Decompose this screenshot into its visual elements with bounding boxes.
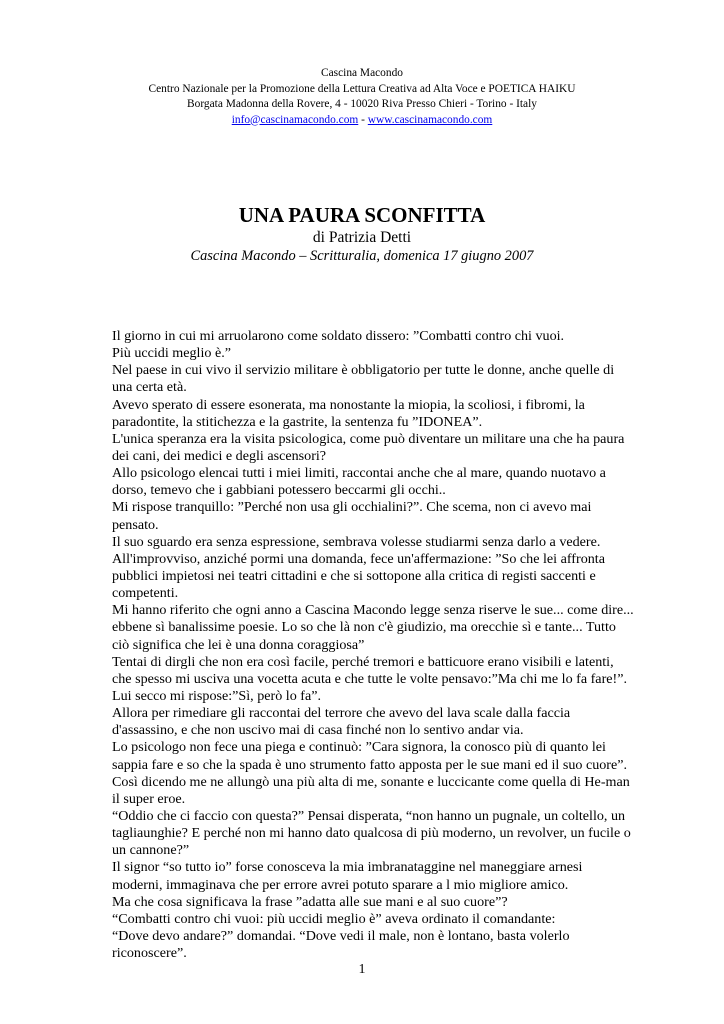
org-name: Cascina Macondo [321, 67, 403, 79]
body-line: tagliaunghie? E perché non mi hanno dato qualcosa di più moderno, un revolver, un fucile o [112, 825, 631, 842]
body-line: Il suo sguardo era senza espressione, sembrava volesse studiarmi senza darlo a vedere. [112, 533, 601, 550]
body-line: dei cani, dei medici e degli ascensori? [112, 447, 327, 464]
contact-line [0, 113, 724, 129]
org-subtitle: Centro Nazionale per la Promozione della Lettura Creativa ad Alta Voce e POETICA HAIKU [148, 82, 576, 95]
body-line: “Dove devo andare?” domandai. “Dove vedi il male, non è lontano, basta volerlo [112, 927, 570, 944]
body-line: che spesso mi usciva una vocetta acuta e che tutte le volte pensavo:”Ma chi me lo fa fare!”. [112, 670, 627, 687]
body-line: moderni, immaginava che per errore avrei potuto sparare a l mio migliore amico. [112, 876, 569, 893]
body-line: dorso, temevo che i gabbiani potessero beccarmi gli occhi.. [112, 482, 446, 499]
body-line: pensato. [112, 516, 159, 533]
page-number: 1 [358, 962, 366, 977]
document-header [0, 66, 724, 128]
body-line: una certa età. [112, 379, 187, 396]
body-line: Il giorno in cui mi arruolarono come soldato dissero: ”Combatti contro chi vuoi. [112, 328, 565, 344]
body-line: “Oddio che ci faccio con questa?” Pensai disperata, “non hanno un pugnale, un coltello, un [112, 807, 626, 824]
body-line: L'unica speranza era la visita psicologica, come può diventare un militare una che ha paura [112, 430, 625, 447]
document-subtitle: Cascina Macondo – Scritturalia, domenica 17 giugno 2007 [190, 248, 534, 264]
body-line: Allora per rimediare gli raccontai del terrore che avevo del lava scale dalla faccia [112, 705, 571, 722]
body-line: Più uccidi meglio è.” [112, 345, 231, 362]
body-line: Lui secco mi rispose:”Sì, però lo fa”. [112, 687, 321, 704]
body-line: il super eroe. [112, 790, 186, 807]
title-block [0, 202, 724, 265]
body-line: Così dicendo me ne allungò una più alta di me, sonante e luccicante come quella di He-man [112, 773, 630, 790]
body-line: Nel paese in cui vivo il servizio militare è obbligatorio per tutte le donne, anche quelle di [112, 362, 615, 379]
body-line: Allo psicologo elencai tutti i miei limiti, raccontai anche che al mare, quando nuotavo a [112, 465, 606, 482]
body-line: Avevo sperato di essere esonerata, ma nonostante la miopia, la scoliosi, i fibromi, la [112, 396, 585, 413]
body-line: “Combatti contro chi vuoi: più uccidi meglio è” aveva ordinato il comandante: [112, 910, 556, 927]
document-author: di Patrizia Detti [312, 229, 412, 246]
body-line: Mi hanno riferito che ogni anno a Cascina Macondo legge senza riserve le sue... come dire... [112, 602, 634, 619]
body-line: Il signor “so tutto io” forse conosceva la mia imbranataggine nel maneggiare arnesi [112, 859, 583, 876]
body-line: d'assassino, e che non uscivo mai di casa finché non lo sentivo andar via. [112, 722, 524, 739]
body-line: ciò significa che lei è una donna coraggiosa” [112, 636, 365, 653]
body-line: Lo psicologo non fece una piega e continuò: ”Cara signora, la conosco più di quanto lei [112, 739, 606, 756]
body-line: un cannone?” [112, 842, 190, 859]
org-address: Borgata Madonna della Rovere, 4 - 10020 Riva Presso Chieri - Torino - Italy [187, 98, 537, 110]
body-line: sappia fare e so che la spada è uno strumento fatto apposta per le sue mani ed il suo cuore”. [112, 756, 628, 773]
document-title: UNA PAURA SCONFITTA [238, 203, 486, 227]
contact-separator: - [358, 113, 368, 126]
body-line: competenti. [112, 585, 179, 602]
body-line: ebbene sì banalissime poesie. Lo so che là non c'è giudizio, ma orecchie sì e tante... Tutto [112, 619, 616, 636]
body-line: Tentai di dirgli che non era così facile, perché tremori e batticuore erano visibili e latenti, [112, 653, 614, 670]
body-line: All'improvviso, anziché pormi una domanda, fece un'affermazione: ”So che lei affronta [112, 550, 605, 567]
story-body [112, 328, 658, 962]
website-link[interactable]: www.cascinamacondo.com [367, 113, 493, 126]
body-line: Mi rispose tranquillo: ”Perché non usa gli occhialini?”. Che scema, non ci avevo mai [112, 499, 592, 516]
email-link[interactable]: info@cascinamacondo.com [231, 113, 359, 126]
body-line: Ma che cosa significava la frase ”adatta alle sue mani e al suo cuore”? [112, 893, 508, 910]
body-line: riconoscere”. [112, 945, 187, 962]
body-line: pubblici impietosi nei teatri cittadini e che si sottopone alla critica di registi saccenti e [112, 567, 596, 584]
body-line: paradontite, la stitichezza e la gastrite, la sentenza fu ”IDONEA”. [112, 413, 483, 430]
